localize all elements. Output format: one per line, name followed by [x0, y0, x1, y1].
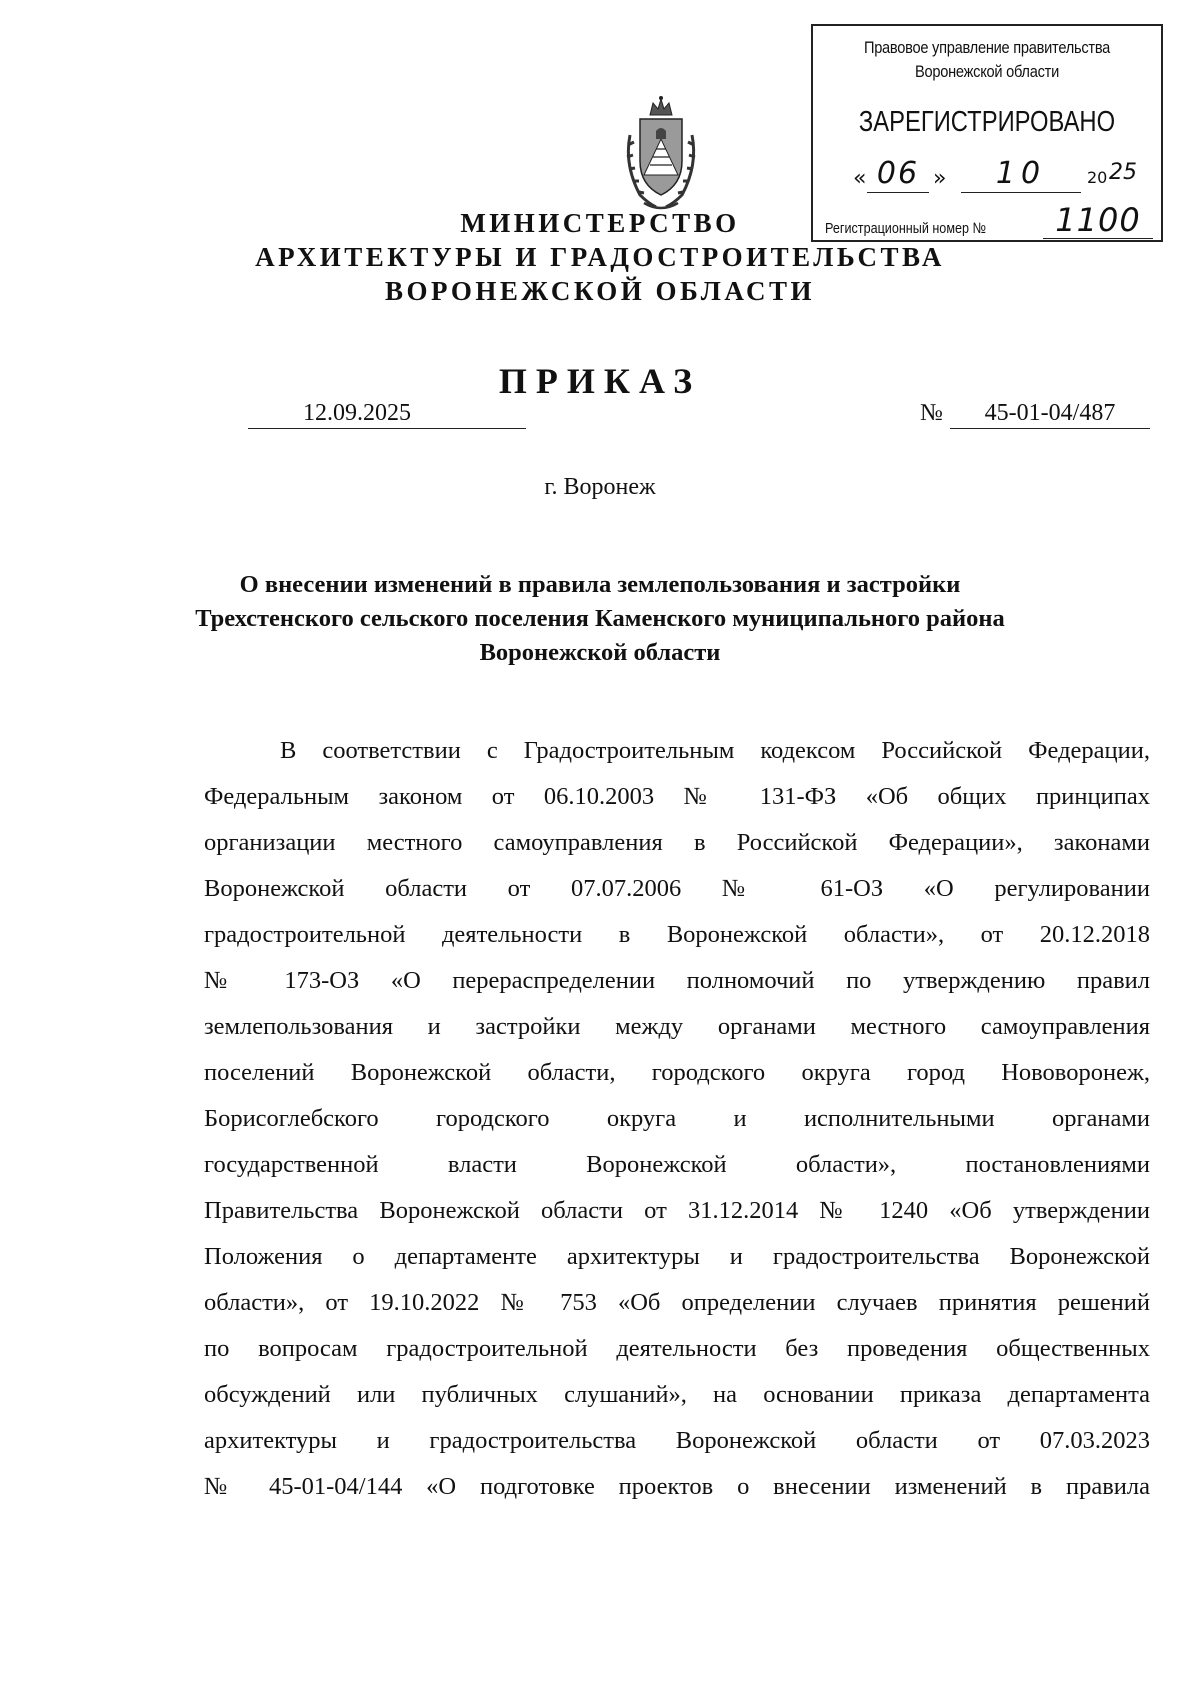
city: г. Воронеж: [544, 474, 656, 500]
stamp-quote-open: «: [853, 166, 867, 191]
stamp-quote-close: »: [933, 166, 947, 191]
body-line: градостроительной деятельности в Воронежской области», от 20.12.2018: [204, 921, 1150, 948]
stamp-organization: [837, 36, 1136, 84]
body-line: государственной власти Воронежской области», постановлениями: [204, 1151, 1150, 1178]
body-line: В соответствии с Градостроительным кодексом Российской Федерации,: [280, 737, 1150, 764]
body-line: по вопросам градостроительной деятельности без проведения общественных: [204, 1335, 1150, 1362]
body-line: Положения о департаменте архитектуры и градостроительства Воронежской: [204, 1243, 1150, 1270]
body-line: землепользования и застройки между органами местного самоуправления: [204, 1013, 1150, 1040]
body-line: Правительства Воронежской области от 31.12.2014 № 1240 «Об утверждении: [204, 1197, 1150, 1224]
stamp-title: ЗАРЕГИСТРИРОВАНО: [858, 106, 1116, 138]
body-line: области», от 19.10.2022 № 753 «Об определении случаев принятия решений: [204, 1289, 1150, 1316]
stamp-month: 10: [961, 156, 1081, 193]
stamp-date: [853, 156, 1143, 196]
body-line: организации местного самоуправления в Российской Федерации», законами: [204, 829, 1150, 856]
order-number: 45-01-04/487: [950, 398, 1150, 429]
body-line: поселений Воронежской области, городского округа город Нововоронеж,: [204, 1059, 1150, 1086]
stamp-org-line-1: Правовое управление правительства: [863, 38, 1111, 57]
body-line: Борисоглебского городского округа и исполнительными органами: [204, 1105, 1150, 1132]
document-type-title: ПРИКАЗ: [498, 361, 702, 401]
ministry-name-line-1: МИНИСТЕРСТВО: [460, 208, 740, 238]
body-line: архитектуры и градостроительства Воронежской области от 07.03.2023: [204, 1427, 1150, 1454]
subject-line-2: Трехстенского сельского поселения Каменского муниципального района: [195, 605, 1005, 632]
stamp-org-line-2: Воронежской области: [915, 62, 1059, 81]
order-number-label: №: [920, 400, 943, 426]
subject-line-1: О внесении изменений в правила землепользования и застройки: [239, 571, 961, 598]
body-line: № 45-01-04/144 «О подготовке проектов о внесении изменений в правила: [204, 1473, 1150, 1500]
stamp-reg-label: Регистрационный номер №: [825, 220, 987, 237]
stamp-day: 06: [867, 156, 929, 193]
stamp-year-prefix: 20: [1087, 168, 1108, 187]
order-date: 12.09.2025: [303, 400, 411, 426]
ministry-name-line-3: ВОРОНЕЖСКОЙ ОБЛАСТИ: [385, 276, 815, 306]
body-line: обсуждений или публичных слушаний», на основании приказа департамента: [204, 1381, 1150, 1408]
body-line: Воронежской области от 07.07.2006 № 61-ОЗ «О регулировании: [204, 875, 1150, 902]
order-date-field: [248, 398, 526, 429]
body-line: № 173-ОЗ «О перераспределении полномочий по утверждению правил: [204, 967, 1150, 994]
stamp-year-suffix: 25: [1109, 160, 1137, 185]
coat-of-arms-emblem: [620, 95, 702, 213]
body-line: Федеральным законом от 06.10.2003 № 131-ФЗ «Об общих принципах: [204, 783, 1150, 810]
subject-line-3: Воронежской области: [479, 639, 721, 666]
stamp-reg-number: 1100: [1043, 202, 1153, 239]
ministry-name-line-2: АРХИТЕКТУРЫ И ГРАДОСТРОИТЕЛЬСТВА: [255, 242, 945, 272]
